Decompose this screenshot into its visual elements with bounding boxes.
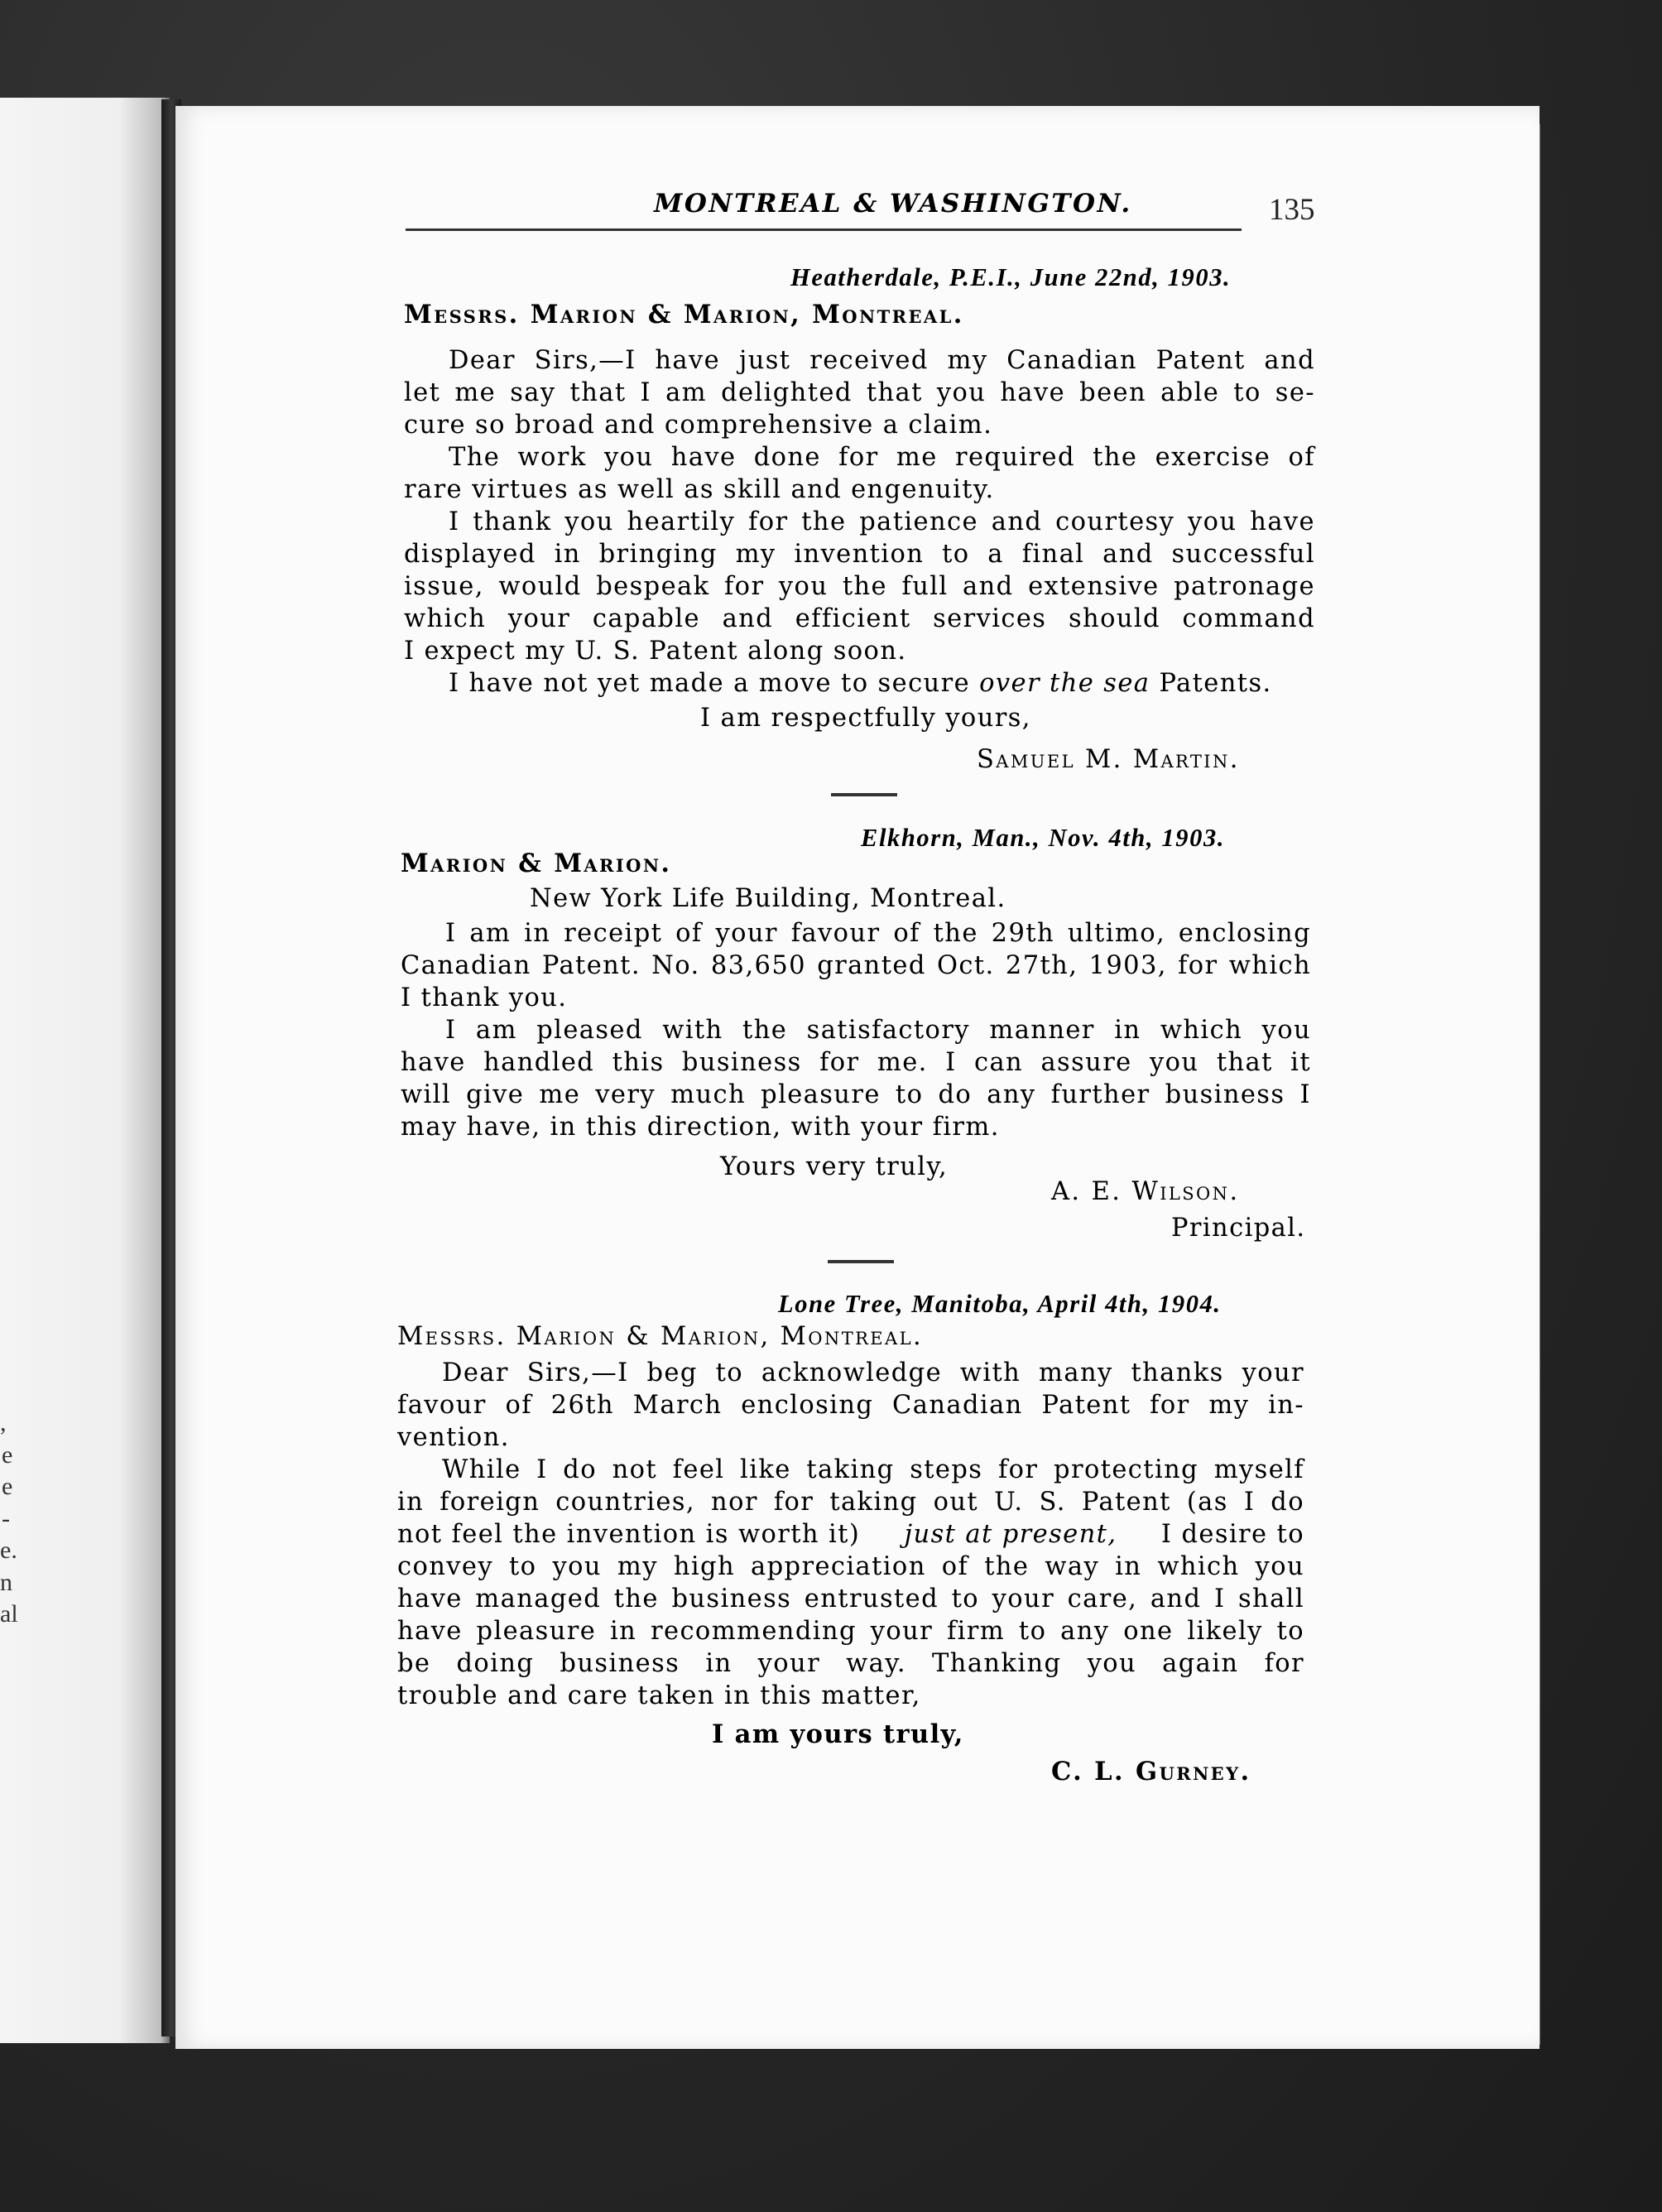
closing: I am respectfully yours,: [700, 704, 1031, 733]
closing: I am yours truly,: [712, 1719, 964, 1749]
left-fragment: ,: [0, 1409, 7, 1436]
signature: A. E. Wilson.: [1051, 1177, 1240, 1206]
left-page: [0, 98, 170, 2043]
left-fragment: al: [0, 1600, 18, 1628]
closing: Yours very truly,: [720, 1152, 949, 1181]
letter-line: may have, in this direction, with your firm.: [401, 1113, 1000, 1142]
letter-line: I thank you heartily for the patience and courtesy you have: [449, 507, 1315, 536]
letter-line: I thank you.: [401, 983, 568, 1012]
left-fragment: e: [2, 1473, 13, 1500]
letter-text: not feel the invention is worth it): [397, 1520, 861, 1549]
page-number: 135: [1269, 193, 1315, 227]
italic-phrase: just at present,: [904, 1520, 1117, 1549]
letter-line: trouble and care taken in this matter,: [397, 1681, 921, 1710]
letter-line: have handled this business for me. I can assure you that it: [401, 1048, 1311, 1077]
letter-line: I am in receipt of your favour of the 29th ultimo, enclosing: [445, 919, 1311, 948]
letter-line: which your capable and efficient services should command: [404, 604, 1315, 633]
letter-line: [397, 1520, 1304, 1549]
letter-line: cure so broad and comprehensive a claim.: [404, 411, 993, 440]
letter-text: I have not yet made a move to secure: [449, 669, 971, 698]
letter-line: Dear Sirs,—I have just received my Canadian Patent and: [449, 346, 1315, 375]
letter-line: have pleasure in recommending your firm to any one likely to: [397, 1617, 1304, 1646]
running-head: [396, 189, 1316, 238]
letter-line: [449, 669, 1272, 698]
letter-line: issue, would bespeak for you the full and extensive patronage: [404, 572, 1315, 601]
addressee: Messrs. Marion & Marion, Montreal.: [397, 1322, 924, 1351]
letter-line: let me say that I am delighted that you have been able to se-: [404, 378, 1315, 407]
letter-line: rare virtues as well as skill and engenuity.: [404, 475, 995, 504]
left-fragment: e: [2, 1440, 13, 1469]
letter-line: convey to you my high appreciation of the way in which you: [397, 1552, 1304, 1581]
left-fragment: -: [2, 1504, 10, 1532]
letter-line: I expect my U. S. Patent along soon.: [404, 637, 907, 666]
italic-phrase: over the sea: [979, 669, 1150, 698]
letter-line: vention.: [397, 1423, 510, 1452]
signature: Samuel M. Martin.: [977, 745, 1240, 774]
letter-line: will give me very much pleasure to do any further business I: [401, 1080, 1311, 1109]
left-page-text-fragments: [0, 1407, 25, 1631]
addressee: Marion & Marion.: [401, 849, 672, 878]
letter-text: Patents.: [1159, 669, 1272, 698]
header-rule: [406, 228, 1242, 231]
signatory-title: Principal.: [1171, 1214, 1306, 1243]
letter-line: in foreign countries, nor for taking out U. S. Patent (as I do: [397, 1488, 1304, 1517]
separator-rule: [828, 1260, 894, 1263]
letter-line: have managed the business entrusted to your care, and I shall: [397, 1584, 1304, 1613]
dateline: Elkhorn, Man., Nov. 4th, 1903.: [861, 824, 1226, 852]
letter-text: I desire to: [1160, 1520, 1304, 1549]
letter-line: be doing business in your way. Thanking you again for: [397, 1649, 1304, 1678]
signature: C. L. Gurney.: [1051, 1757, 1251, 1786]
letter-line: Dear Sirs,—I beg to acknowledge with many thanks your: [442, 1358, 1304, 1387]
letter-line: displayed in bringing my invention to a final and successful: [404, 540, 1315, 569]
left-fragment: n: [0, 1568, 12, 1596]
letter-line: I am pleased with the satisfactory manner in which you: [445, 1016, 1311, 1045]
addressee: Messrs. Marion & Marion, Montreal.: [404, 300, 964, 329]
letter-line: Canadian Patent. No. 83,650 granted Oct. 27th, 1903, for which: [401, 951, 1311, 980]
letter-line: favour of 26th March enclosing Canadian Patent for my in-: [397, 1391, 1304, 1420]
letter-line: The work you have done for me required the exercise of: [449, 443, 1315, 472]
address-line: New York Life Building, Montreal.: [530, 884, 1006, 913]
dateline: Heatherdale, P.E.I., June 22nd, 1903.: [790, 263, 1232, 291]
separator-rule: [831, 793, 897, 796]
running-title: MONTREAL & WASHINGTON.: [654, 189, 1132, 219]
left-fragment: e.: [0, 1536, 17, 1564]
dateline: Lone Tree, Manitoba, April 4th, 1904.: [778, 1290, 1222, 1318]
letter-line: While I do not feel like taking steps for protecting myself: [442, 1455, 1304, 1484]
